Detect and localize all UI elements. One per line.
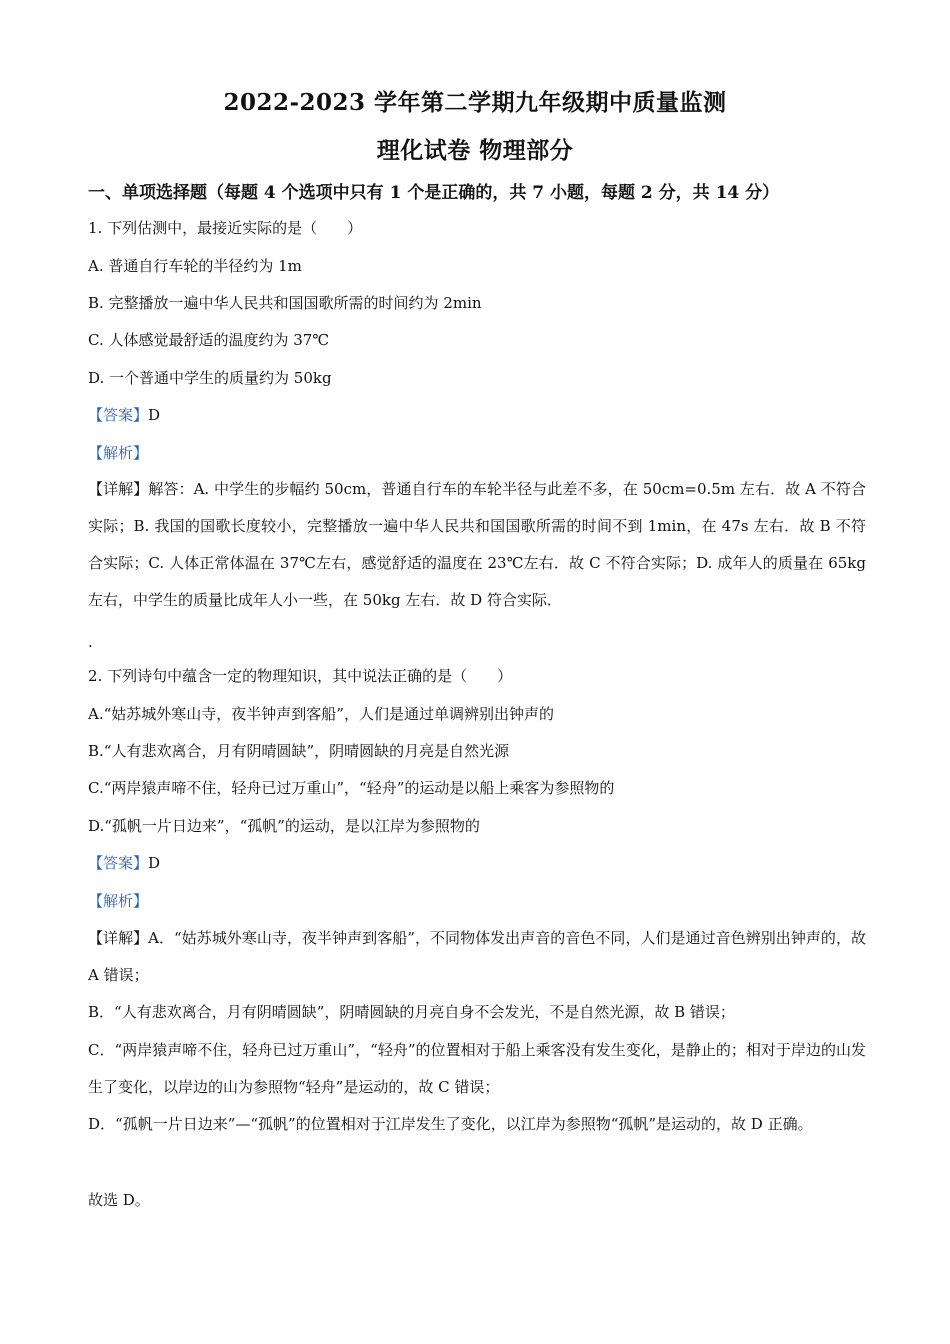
q2-conclusion: 故选 D。 [88, 1191, 150, 1209]
q2-answer [88, 853, 160, 873]
q2-detail-b: B．“人有悲欢离合，月有阴晴圆缺”，阴晴圆缺的月亮自身不会发光，不是自然光源，故 B 错误； [88, 1003, 735, 1021]
answer-value: D [148, 854, 161, 872]
q2-analysis-tag: 【解析】 [88, 892, 149, 910]
answer-tag: 【答案】 [88, 406, 149, 424]
detail-tag: 【详解】 [88, 480, 149, 498]
q1-option-b: B. 完整播放一遍中华人民共和国国歌所需的时间约为 2min [88, 294, 482, 312]
q1-option-a: A. 普通自行车轮的半径约为 1m [88, 257, 302, 275]
q1-answer [88, 405, 160, 425]
q2-detail-d: D．“孤帆一片日边来”—“孤帆”的位置相对于江岸发生了变化，以江岸为参照物“孤帆”是运动的，故 D 正确。 [88, 1115, 813, 1133]
section-heading: 一、单项选择题（每题 4 个选项中只有 1 个是正确的，共 7 小题，每题 2 分，共 14 分） [88, 183, 780, 203]
q1-option-c: C. 人体感觉最舒适的温度约为 37℃ [88, 331, 330, 349]
q2-option-d: D.“孤帆一片日边来”，“孤帆”的运动，是以江岸为参照物的 [88, 817, 480, 835]
q2-detail-c: C．“两岸猿声啼不住，轻舟已过万重山”，“轻舟”的位置相对于船上乘客没有发生变化，是静止的；相对于岸边的山发生了变化，以岸边的山为参照物“轻舟”是运动的，故 C 错误； [88, 1041, 866, 1096]
detail-text: A．“姑苏城外寒山寺，夜半钟声到客船”，不同物体发出声音的音色不同，人们是通过音色辨别出钟声的，故 A 错误； [88, 929, 866, 984]
q1-analysis-tag: 【解析】 [88, 444, 149, 462]
q1-detail [88, 471, 866, 619]
q1-option-d: D. 一个普通中学生的质量约为 50kg [88, 369, 332, 387]
q1-trailing-dot: . [88, 633, 93, 651]
q1-stem: 1. 下列估测中，最接近实际的是（ ） [88, 219, 363, 237]
q2-stem: 2. 下列诗句中蕴含一定的物理知识，其中说法正确的是（ ） [88, 667, 513, 685]
exam-subtitle: 理化试卷 物理部分 [376, 137, 574, 164]
detail-text: 解答：A. 中学生的步幅约 50cm，普通自行车的车轮半径与此差不多，在 50cm=0.5m 左右．故 A 不符合实际；B. 我国的国歌长度较小，完整播放一遍中华人民共和国国歌所需的时间不到 1min，在 47s 左右．故 B 不符合实际；C. 人体正常体温在 37℃左右，感觉舒适的温度在 23℃左右．故 C 不符合实际；D. 成年人的质量在 65kg 左右，中学生的质量比成年人小一些，在 50kg 左右．故 D 符合实际． [88, 480, 866, 609]
detail-tag: 【详解】 [88, 929, 149, 947]
q2-option-b: B.“人有悲欢离合，月有阴晴圆缺”，阴晴圆缺的月亮是自然光源 [88, 742, 510, 760]
q2-option-c: C.“两岸猿声啼不住，轻舟已过万重山”，“轻舟”的运动是以船上乘客为参照物的 [88, 779, 615, 797]
answer-value: D [148, 406, 161, 424]
exam-title: 2022-2023 学年第二学期九年级期中质量监测 [223, 89, 727, 116]
q2-detail-a [88, 920, 866, 994]
q2-option-a: A.“姑苏城外寒山寺，夜半钟声到客船”，人们是通过单调辨别出钟声的 [88, 705, 554, 723]
answer-tag: 【答案】 [88, 854, 149, 872]
